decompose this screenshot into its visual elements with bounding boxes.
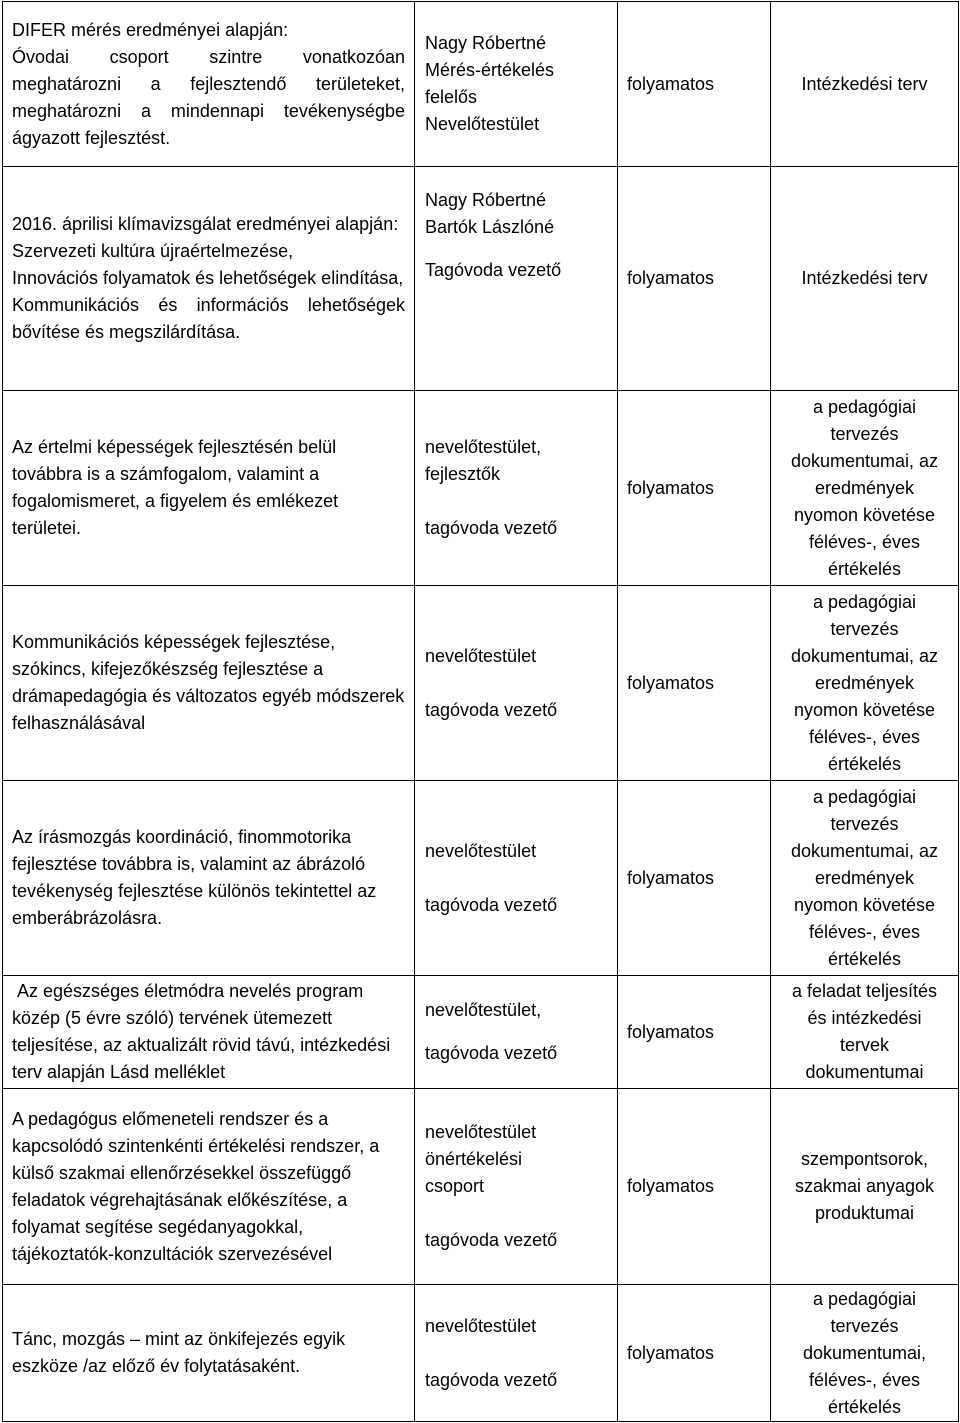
document-cell	[771, 586, 959, 781]
responsible-person: Nagy Róbertné	[425, 33, 547, 53]
deadline-cell	[618, 391, 771, 586]
plan-table	[2, 1, 959, 1422]
responsible-group: csoport	[425, 1176, 485, 1196]
deadline-text: folyamatos	[627, 1176, 715, 1196]
deadline-text: folyamatos	[627, 1342, 715, 1363]
task-cell	[3, 586, 415, 781]
task-text: Az egészséges életmódra nevelés program közép (5 évre szóló) tervének ütemezett teljesítése, az aktualizált rövid távú, intézkedési terv alapján Lásd melléklet	[12, 981, 396, 1082]
task-heading: DIFER mérés eredményei alapján:	[12, 19, 289, 40]
document-line: eredmények	[814, 867, 915, 888]
document-line: a feladat teljesítés	[791, 981, 938, 1001]
document-line: tervezés	[830, 618, 899, 639]
document-line: produktumai	[814, 1203, 915, 1223]
task-text: Kommunikációs és információs lehetőségek bővítése és megszilárdítása.	[12, 295, 405, 342]
responsible-role: tagóvoda vezető	[425, 1369, 558, 1390]
document-line: tervek	[839, 1035, 890, 1055]
task-text: Kommunikációs képességek fejlesztése, szókincs, kifejezőkészség fejlesztése a drámapedagógia és változatos egyéb módszerek felhasználásával	[12, 632, 405, 733]
document-cell	[771, 391, 959, 586]
task-cell	[3, 167, 415, 391]
document-line: dokumentumai,	[802, 1342, 927, 1363]
document-line: eredmények	[814, 672, 915, 693]
document-line: eredmények	[814, 477, 915, 498]
deadline-cell	[618, 1089, 771, 1285]
document-line: értékelés	[827, 948, 902, 969]
task-text: Az írásmozgás koordináció, finommotorika fejlesztése továbbra is, valamint az ábrázoló tevékenység fejlesztése különös tekintettel az emberábrázolásra.	[12, 827, 377, 928]
document-line: nyomon követése	[793, 699, 936, 720]
deadline-text: folyamatos	[627, 268, 715, 288]
document-line: dokumentumai, az	[790, 450, 939, 471]
document-line: féléves-, éves	[808, 1369, 921, 1390]
deadline-text: folyamatos	[627, 672, 715, 693]
responsible-role: tagóvoda vezető	[425, 699, 558, 720]
document-line: nyomon követése	[793, 894, 936, 915]
task-cell	[3, 781, 415, 976]
responsible-role: tagóvoda vezető	[425, 518, 558, 538]
document-line: a pedagógiai	[812, 591, 917, 612]
document-line: a pedagógiai	[812, 1288, 917, 1309]
task-text: Szervezeti kultúra újraértelmezése,	[12, 241, 294, 261]
table-row	[3, 167, 959, 391]
deadline-text: folyamatos	[627, 867, 715, 888]
responsible-role: tagóvoda vezető	[425, 1043, 558, 1063]
document-line: a pedagógiai	[812, 786, 917, 807]
document-line: szakmai anyagok	[794, 1176, 935, 1196]
responsible-group: önértékelési	[425, 1149, 523, 1169]
document-line: szempontsorok,	[800, 1149, 929, 1169]
deadline-cell	[618, 1285, 771, 1422]
task-cell	[3, 976, 415, 1089]
document-line: dokumentumai, az	[790, 645, 939, 666]
document-cell	[771, 781, 959, 976]
responsible-cell	[415, 167, 618, 391]
document-line: tervezés	[830, 813, 899, 834]
document-line: értékelés	[827, 1396, 902, 1417]
deadline-cell	[618, 2, 771, 167]
document-cell	[771, 1089, 959, 1285]
deadline-text: folyamatos	[627, 1021, 715, 1042]
deadline-cell	[618, 781, 771, 976]
responsible-group: Nevelőtestület	[425, 114, 540, 134]
document-line: féléves-, éves	[808, 531, 921, 552]
deadline-text: folyamatos	[627, 477, 715, 498]
table-row	[3, 1089, 959, 1285]
responsible-role: Tagóvoda vezető	[425, 260, 562, 280]
table-row	[3, 391, 959, 586]
task-cell	[3, 391, 415, 586]
document-line: értékelés	[827, 558, 902, 579]
document-line: nyomon követése	[793, 504, 936, 525]
task-cell	[3, 1089, 415, 1285]
task-heading: 2016. áprilisi klímavizsgálat eredményei alapján:	[12, 214, 399, 234]
deadline-cell	[618, 976, 771, 1089]
document-line: értékelés	[827, 753, 902, 774]
document-line: dokumentumai, az	[790, 840, 939, 861]
responsible-role: Mérés-értékelés felelős	[425, 60, 555, 107]
responsible-role: tagóvoda vezető	[425, 894, 558, 915]
responsible-group: nevelőtestület	[425, 645, 537, 666]
responsible-group: nevelőtestület	[425, 1315, 537, 1336]
deadline-cell	[618, 167, 771, 391]
responsible-role: tagóvoda vezető	[425, 1230, 558, 1250]
responsible-cell	[415, 391, 618, 586]
deadline-text: folyamatos	[627, 73, 715, 94]
document-line: dokumentumai	[805, 1062, 924, 1082]
task-text: Óvodai csoport szintre vonatkozóan meghatározni a fejlesztendő területeket, meghatározni a mindennapi tevékenységbe ágyazott fejlesztést.	[12, 46, 405, 148]
document-cell	[771, 1285, 959, 1422]
task-cell	[3, 2, 415, 167]
document-line: a pedagógiai	[812, 396, 917, 417]
document-text: Intézkedési terv	[801, 268, 928, 288]
task-text: Tánc, mozgás – mint az önkifejezés egyik eszköze /az előző év folytatásaként.	[12, 1329, 346, 1376]
document-cell	[771, 167, 959, 391]
responsible-cell	[415, 1285, 618, 1422]
deadline-cell	[618, 586, 771, 781]
responsible-person: Nagy Róbertné	[425, 190, 547, 210]
responsible-group: nevelőtestület,	[425, 1000, 542, 1020]
document-line: féléves-, éves	[808, 726, 921, 747]
document-line: tervezés	[830, 1315, 899, 1336]
document-line: féléves-, éves	[808, 921, 921, 942]
responsible-cell	[415, 586, 618, 781]
table-row	[3, 2, 959, 167]
task-text: Innovációs folyamatok és lehetőségek elindítása,	[12, 268, 404, 288]
responsible-person: Bartók Lászlóné	[425, 217, 555, 237]
table-row	[3, 781, 959, 976]
table-row	[3, 1285, 959, 1422]
responsible-group: nevelőtestület	[425, 840, 537, 861]
task-text: A pedagógus előmeneteli rendszer és a kapcsolódó szintenkénti értékelési rendszer, a külső szakmai ellenőrzésekkel összefüggő feladatok végrehajtásának előkészítése, a folyamat segítése segédanyagokkal, tájékoztatók-konzultációk szervezésével	[12, 1108, 380, 1264]
document-text: Intézkedési terv	[801, 73, 928, 94]
responsible-group: nevelőtestület, fejlesztők	[425, 437, 542, 484]
table-row	[3, 586, 959, 781]
task-text: Az értelmi képességek fejlesztésén belül továbbra is a számfogalom, valamint a fogalomismeret, a figyelem és emlékezet területei.	[12, 437, 339, 538]
document-cell	[771, 2, 959, 167]
responsible-cell	[415, 976, 618, 1089]
table-row	[3, 976, 959, 1089]
responsible-group: nevelőtestület	[425, 1122, 537, 1142]
document-line: és intézkedési	[807, 1008, 922, 1028]
responsible-cell	[415, 1089, 618, 1285]
responsible-cell	[415, 2, 618, 167]
responsible-cell	[415, 781, 618, 976]
task-cell	[3, 1285, 415, 1422]
document-line: tervezés	[830, 423, 899, 444]
document-cell	[771, 976, 959, 1089]
